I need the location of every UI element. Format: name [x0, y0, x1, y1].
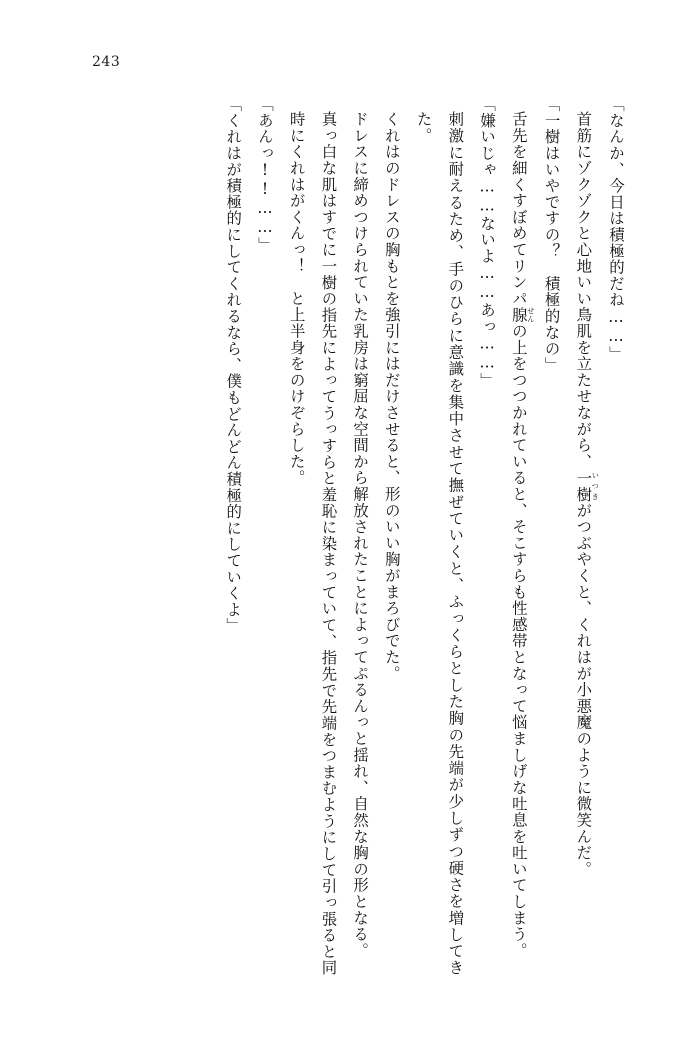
paragraph	[567, 96, 600, 976]
ruby-text: いつき	[590, 469, 600, 503]
paragraph-text-part: がつぶやくと、くれはが小悪魔のように微笑んだ。	[574, 502, 593, 878]
paragraph: 真っ白な肌はすでに一樹の指先によってうっすらと羞恥に染まっていて、指先で先端をつまむようにして引っ張ると同時にくれはがくんっ！ と上半身をのけぞらした。	[287, 111, 338, 976]
paragraph: 刺激に耐えるため、手のひらに意識を集中させて撫ぜていくと、ふっくらとした胸の先端が少しずつ硬さを増してきた。	[414, 111, 465, 976]
ruby-kazuki: 一樹いつき	[574, 469, 600, 503]
page-number: 243	[92, 54, 121, 70]
paragraph-text-part: 首筋にゾクゾクと心地いい鳥肌を立たせながら、	[574, 111, 593, 470]
paragraph: 「あんっ!!……」	[255, 96, 274, 254]
paragraph: くれはのドレスの胸もとを強引にはだけさせると、形のいい胸がまろびでた。	[382, 111, 401, 682]
paragraph	[502, 96, 535, 976]
paragraph: 「なんか、今日は積極的だね……」	[607, 96, 625, 362]
paragraph: 「嫌いじゃ……ないよ……あっ……」	[478, 96, 497, 389]
paragraph: 「一樹はいやですの？ 積極的なの」	[542, 96, 561, 374]
ruby-sen: 腺せん	[509, 306, 536, 323]
paragraph-text-part: の上をつつかれていると、そこすらも性感帯となって悩ましげな吐息を吐いてしまう。	[509, 322, 528, 959]
page-body-text	[71, 96, 631, 976]
ruby-text: せん	[526, 306, 536, 323]
paragraph: 「くれはが積極的にしてくれるなら、僕もどんどん積極的にしていくよ」	[224, 96, 243, 634]
paragraph-text-part: 舌先を細くすぼめてリンパ	[509, 111, 528, 307]
paragraph: ドレスに締めつけられていた乳房は窮屈な空間から解放されたことによってぷるんっと揺れ、自然な胸の形となる。	[351, 111, 370, 959]
